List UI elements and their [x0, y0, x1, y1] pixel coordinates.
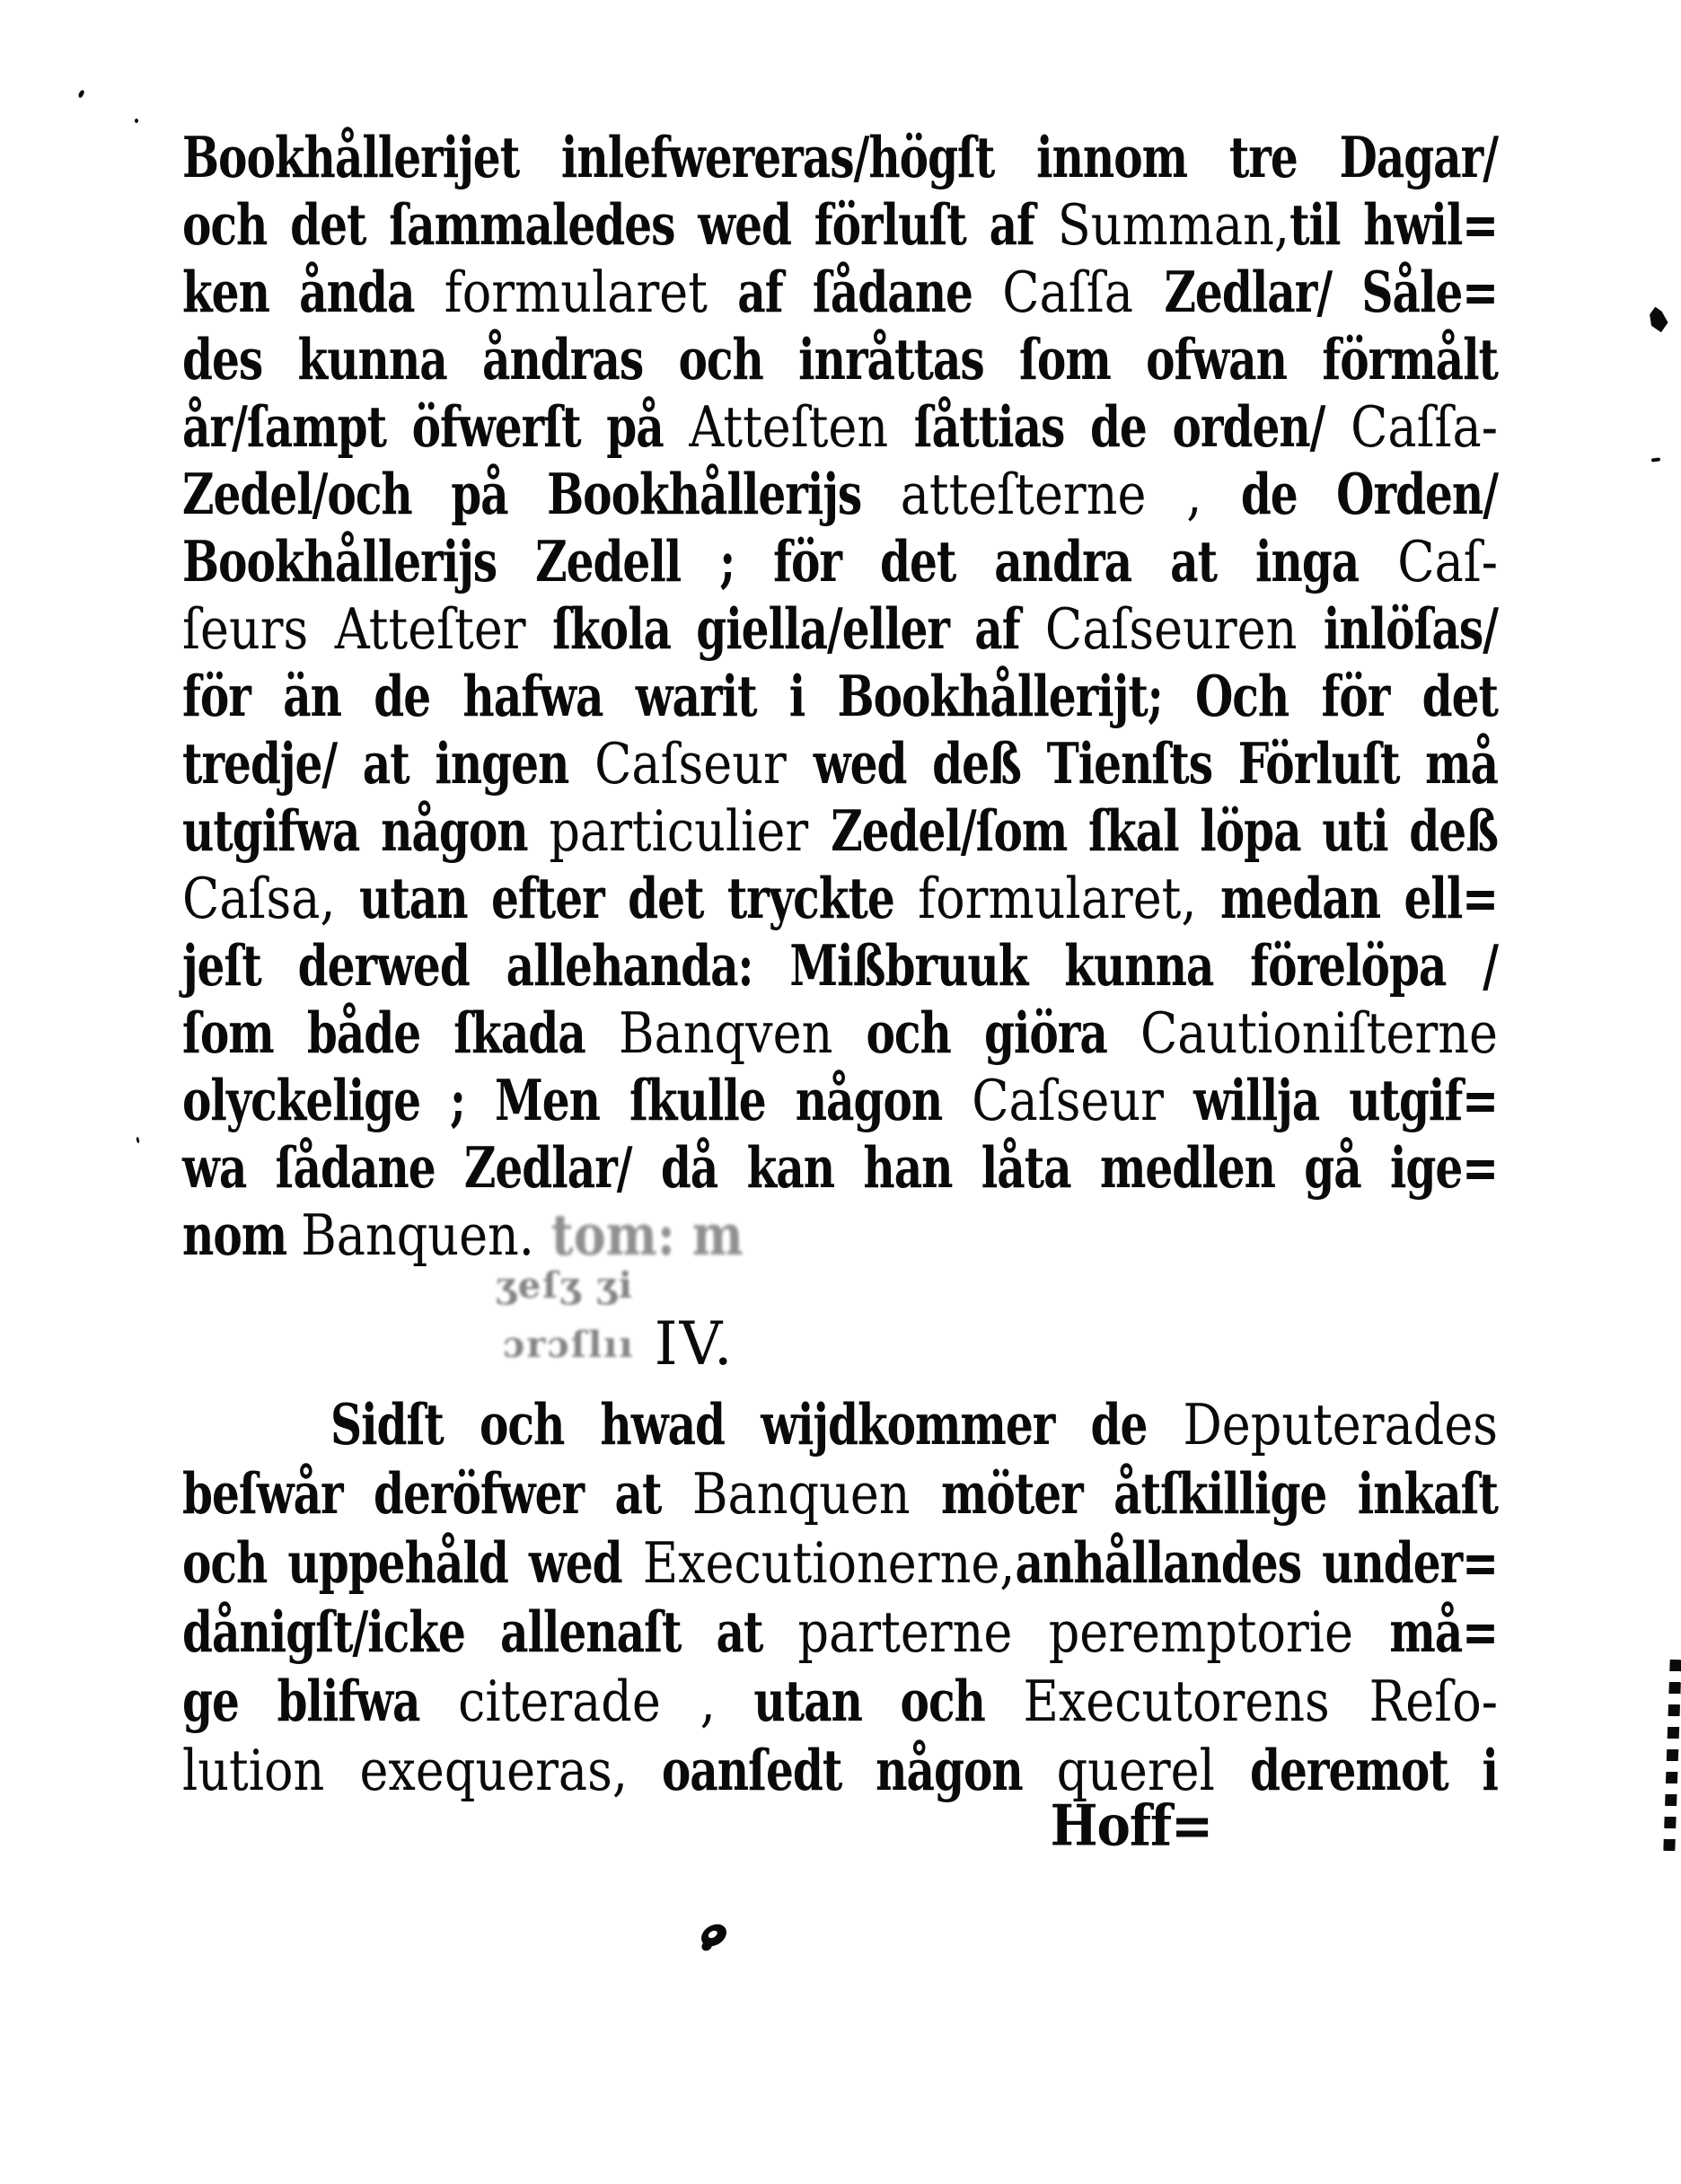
bleedthrough-text: tom: m: [533, 1201, 744, 1269]
antiqua-text: formularet: [444, 259, 708, 326]
text-line: [182, 455, 1498, 533]
blackletter-text: Sidſt och hwad wijdkommer de: [330, 1390, 1184, 1458]
antiqua-text: Caſſa: [1002, 259, 1165, 326]
ink-ornament-bottom: [697, 1920, 730, 1951]
text-line: [182, 1661, 1498, 1741]
text-line: [182, 1129, 1498, 1207]
margin-dash-right: [1651, 457, 1660, 462]
antiqua-text: lution exequeras,: [182, 1737, 629, 1804]
text-line: [182, 1454, 1498, 1534]
blackletter-text: utan och: [715, 1667, 1024, 1735]
blackletter-text: ſom både ſkada: [182, 999, 619, 1067]
blackletter-text: ſkola giella/eller af: [552, 594, 1045, 663]
antiqua-text: Executionerne,: [642, 1529, 1016, 1597]
blackletter-text: och giöra: [832, 999, 1140, 1067]
antiqua-text: Deputerades: [1183, 1391, 1498, 1458]
antiqua-text: citerade ,: [458, 1668, 716, 1735]
blackletter-text: Zedel/och på Bookhållerijs: [182, 460, 901, 528]
blackletter-text: och det ſammaledes wed förluſt af: [182, 190, 1058, 259]
text-line: [182, 321, 1498, 399]
antiqua-text: Caſſa-: [1351, 393, 1498, 461]
text-line: [182, 927, 1498, 1005]
paragraph-1: [182, 124, 1498, 1269]
text-line: [182, 388, 1498, 466]
blackletter-text: wa ſådane Zedlar/ då kan han låta medlen gå ige=: [182, 1133, 1498, 1202]
text-line: [182, 1730, 1498, 1810]
antiqua-text: atteſterne ,: [900, 461, 1202, 528]
ink-speck-left-margin: [136, 1137, 139, 1143]
blackletter-text: de Orden/: [1201, 460, 1499, 528]
catchword: Hoff=: [1050, 1792, 1212, 1859]
text-line: [182, 994, 1498, 1072]
blackletter-text: må=: [1389, 1598, 1498, 1666]
antiqua-text: parterne peremptorie: [797, 1598, 1390, 1666]
blackletter-text: Zedel/ſom ſkal löpa uti deß: [831, 797, 1499, 865]
blackletter-text: för än de hafwa warit i Bookhållerijt; Och för det: [182, 662, 1498, 730]
antiqua-text: ſeurs Atteſter: [182, 595, 553, 663]
text-line: [182, 725, 1498, 803]
blackletter-text: oanſedt någon: [628, 1736, 1057, 1804]
text-line: [182, 590, 1498, 668]
antiqua-text: Banquen.: [301, 1202, 534, 1269]
blackletter-text: inlöſas/: [1323, 594, 1498, 663]
bleedthrough-smudge: ɔrɔſlıı: [503, 1324, 635, 1366]
antiqua-text: Caſseur: [972, 1067, 1164, 1134]
blackletter-text: Zedlar/ Såle=: [1164, 258, 1499, 326]
blackletter-text: ge blifwa: [182, 1667, 459, 1735]
text-line: [182, 1523, 1498, 1603]
text-line: [182, 1061, 1498, 1140]
antiqua-text: particulier: [549, 797, 832, 865]
antiqua-text: Caſseur: [594, 730, 814, 797]
antiqua-text: Caſsa,: [182, 865, 336, 932]
edge-streaks-right: [1663, 1660, 1681, 1852]
antiqua-text: Cautioniſterne: [1140, 1000, 1498, 1067]
blackletter-text: anhållandes under=: [1015, 1528, 1498, 1597]
text-line: [182, 119, 1498, 197]
text-line: [182, 1592, 1498, 1672]
antiqua-text: Caſ-: [1397, 528, 1498, 595]
blackletter-text: deremot i: [1250, 1736, 1499, 1804]
blackletter-text: möter åtſkillige inkaſt: [910, 1459, 1498, 1528]
blackletter-text: år/ſampt öfwerſt på: [182, 392, 690, 461]
antiqua-text: Summan,: [1057, 191, 1290, 259]
margin-blot-right: [1646, 306, 1671, 334]
blackletter-text: nom: [182, 1201, 302, 1269]
blackletter-text: Bookhållerijet inlefwereras/högſt innom tre Dagar/: [182, 123, 1498, 191]
blackletter-text: des kunna åndras och inråttas ſom ofwan förmålt: [182, 325, 1498, 393]
bleedthrough-smudge: ʒeſʒ ʒi: [496, 1264, 634, 1307]
blackletter-text: dånigſt/icke allenaſt at: [182, 1598, 798, 1666]
antiqua-text: Atteſten: [689, 393, 889, 461]
blackletter-text: medan ell=: [1196, 864, 1498, 932]
blackletter-text: beſwår deröfwer at: [182, 1459, 692, 1528]
blackletter-text: jeſt derwed allehanda: Mißbruuk kunna förelöpa /: [182, 931, 1498, 1000]
paragraph-2: [182, 1390, 1498, 1805]
ink-speck-top-left-2: [135, 119, 138, 123]
section-heading: IV.: [654, 1309, 735, 1378]
blackletter-text: och uppehåld wed: [182, 1528, 643, 1597]
antiqua-text: Banqven: [618, 1000, 833, 1067]
blackletter-text: til hwil=: [1289, 190, 1499, 259]
text-line: [182, 792, 1498, 870]
section-heading-row: [503, 1309, 735, 1378]
antiqua-text: formularet,: [918, 865, 1197, 932]
blackletter-text: af ſådane: [707, 258, 1003, 326]
text-line: [182, 186, 1498, 264]
blackletter-text: ken ånda: [182, 258, 444, 326]
text-line: [182, 657, 1498, 735]
antiqua-text: Banquen: [691, 1460, 911, 1528]
antiqua-text: Executorens Reſo-: [1023, 1668, 1498, 1735]
blackletter-text: utan efter det tryckte: [335, 864, 919, 932]
blackletter-text: olyckelige ; Men ſkulle någon: [182, 1066, 973, 1134]
text-line: [182, 1196, 1498, 1274]
blackletter-text: utgifwa någon: [182, 797, 550, 865]
text-line: [182, 1385, 1498, 1465]
text-line: [182, 523, 1498, 601]
antiqua-text: Caſseuren: [1044, 595, 1324, 663]
blackletter-text: ſåttias de orden/: [888, 392, 1351, 461]
ink-speck-top-left-1: [77, 89, 84, 98]
blackletter-text: tredje/ at ingen: [182, 729, 595, 797]
blackletter-text: Bookhållerijs Zedell ; för det andra at inga: [182, 527, 1398, 595]
antiqua-text: querel: [1056, 1737, 1251, 1804]
blackletter-text: wed deß Tienſts Förluſt må: [813, 729, 1498, 797]
text-line: [182, 253, 1498, 331]
blackletter-text: willja utgif=: [1163, 1066, 1498, 1134]
text-line: [182, 859, 1498, 938]
